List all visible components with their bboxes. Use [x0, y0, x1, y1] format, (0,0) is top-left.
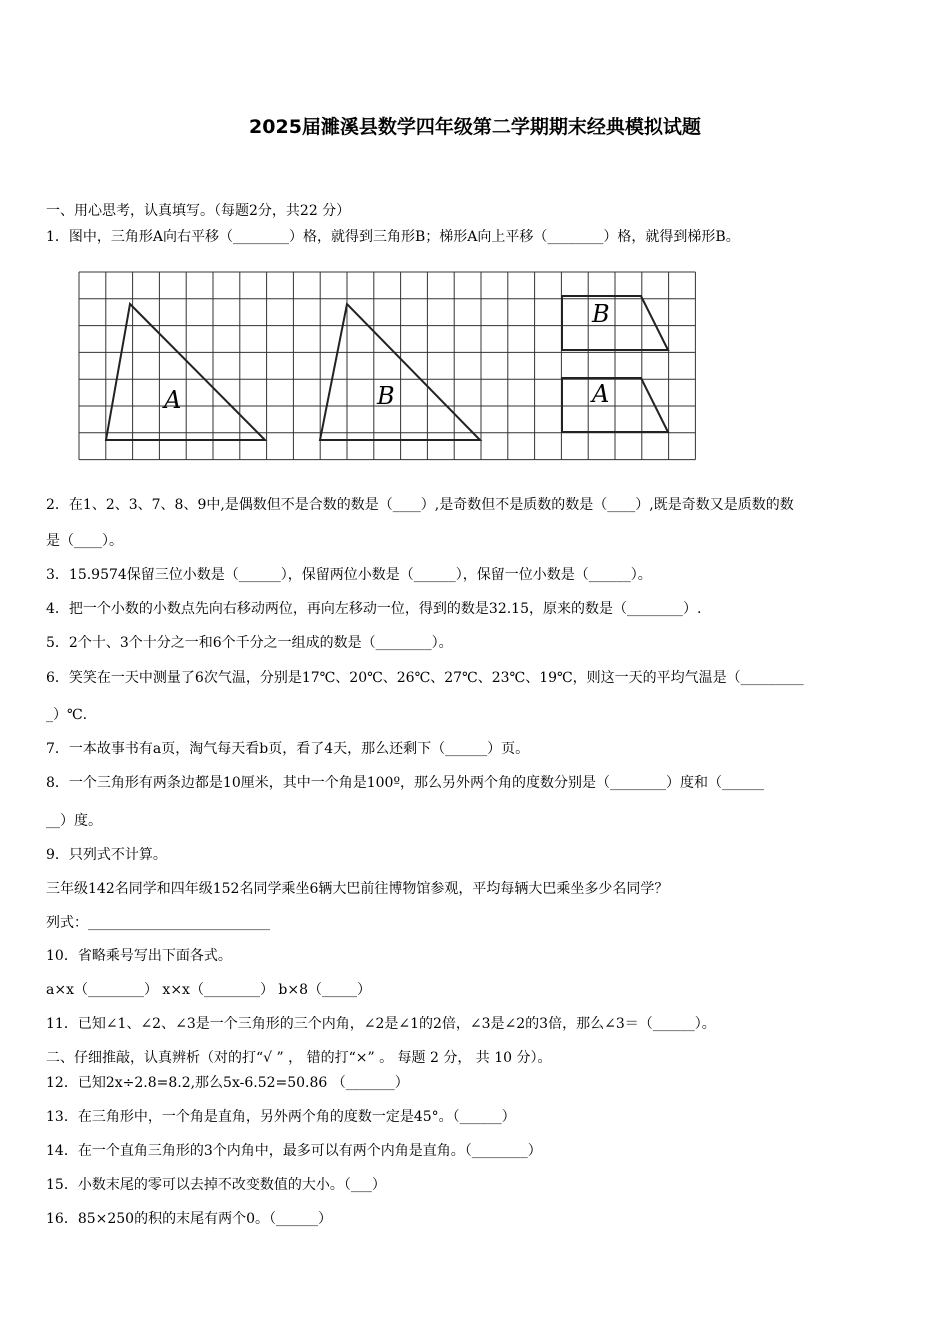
- question-6-line-1: 6．笑笑在一天中测量了6次气温，分别是17℃、20℃、26℃、27℃、23℃、19℃，则这一天的平均气温是（_________: [46, 670, 804, 686]
- section-2-heading: 二、仔细推敲，认真辨析（对的打“√ ” ， 错的打“×” 。 每题 2 分， 共 10 分）。: [46, 1050, 552, 1066]
- section-1-heading: 一、用心思考，认真填写。（每题2分，共22 分）: [46, 203, 351, 219]
- translation-grid-figure: [76, 266, 698, 470]
- question-5: 5．2个十、3个十分之一和6个千分之一组成的数是（________）。: [46, 635, 453, 651]
- question-2-line-2: 是（____）。: [46, 533, 123, 549]
- question-3: 3．15.9574保留三位小数是（______），保留两位小数是（______），保留一位小数是（______）。: [46, 567, 652, 583]
- question-10-items: a×x（________） x×x（________） b×8（_____）: [46, 982, 371, 998]
- question-6-line-2: _）℃.: [46, 707, 88, 723]
- label-trapezoid-a: A: [592, 380, 610, 408]
- question-4: 4．把一个小数的小数点先向右移动两位，再向左移动一位，得到的数是32.15，原来的数是（________）.: [46, 601, 702, 617]
- page-title: 2025届濉溪县数学四年级第二学期期末经典模拟试题: [249, 116, 701, 138]
- question-2-line-1: 2．在1、2、3、7、8、9中,是偶数但不是合数的数是（____）,是奇数但不是质数的数是（____）,既是奇数又是质数的数: [46, 497, 794, 513]
- triangle-a: [106, 304, 265, 440]
- question-16: 16．85×250的积的末尾有两个0。（______）: [46, 1211, 332, 1227]
- question-7: 7．一本故事书有a页，淘气每天看b页，看了4天，那么还剩下（______）页。: [46, 741, 530, 757]
- question-8-line-2: __）度。: [46, 813, 102, 829]
- question-12: 12．已知2x÷2.8=8.2,那么5x-6.52=50.86 （_______）: [46, 1075, 409, 1091]
- question-14: 14．在一个直角三角形的3个内角中，最多可以有两个内角是直角。（________）: [46, 1143, 542, 1159]
- question-9-formula: 列式：__________________________: [46, 915, 270, 931]
- label-triangle-a: A: [164, 386, 182, 414]
- grid-svg: [76, 266, 698, 470]
- question-8-line-1: 8．一个三角形有两条边都是10厘米，其中一个角是100º，那么另外两个角的度数分别是（________）度和（______: [46, 775, 765, 791]
- question-11: 11．已知∠1、∠2、∠3是一个三角形的三个内角，∠2是∠1的2倍，∠3是∠2的3倍，那么∠3＝（______）。: [46, 1016, 716, 1032]
- label-trapezoid-b: B: [592, 300, 610, 328]
- question-9-text: 三年级142名同学和四年级152名同学乘坐6辆大巴前往博物馆参观，平均每辆大巴乘坐多少名同学？: [46, 881, 669, 897]
- question-1: 1．图中，三角形A向右平移（________）格，就得到三角形B；梯形A向上平移（________）格，就得到梯形B。: [46, 229, 740, 245]
- question-15: 15．小数末尾的零可以去掉不改变数值的大小。（___）: [46, 1177, 386, 1193]
- triangle-b: [320, 304, 480, 440]
- question-10: 10．省略乘号写出下面各式。: [46, 948, 232, 964]
- question-9: 9．只列式不计算。: [46, 847, 167, 863]
- question-13: 13．在三角形中，一个角是直角，另外两个角的度数一定是45°。（______）: [46, 1109, 516, 1125]
- label-triangle-b: B: [377, 382, 395, 410]
